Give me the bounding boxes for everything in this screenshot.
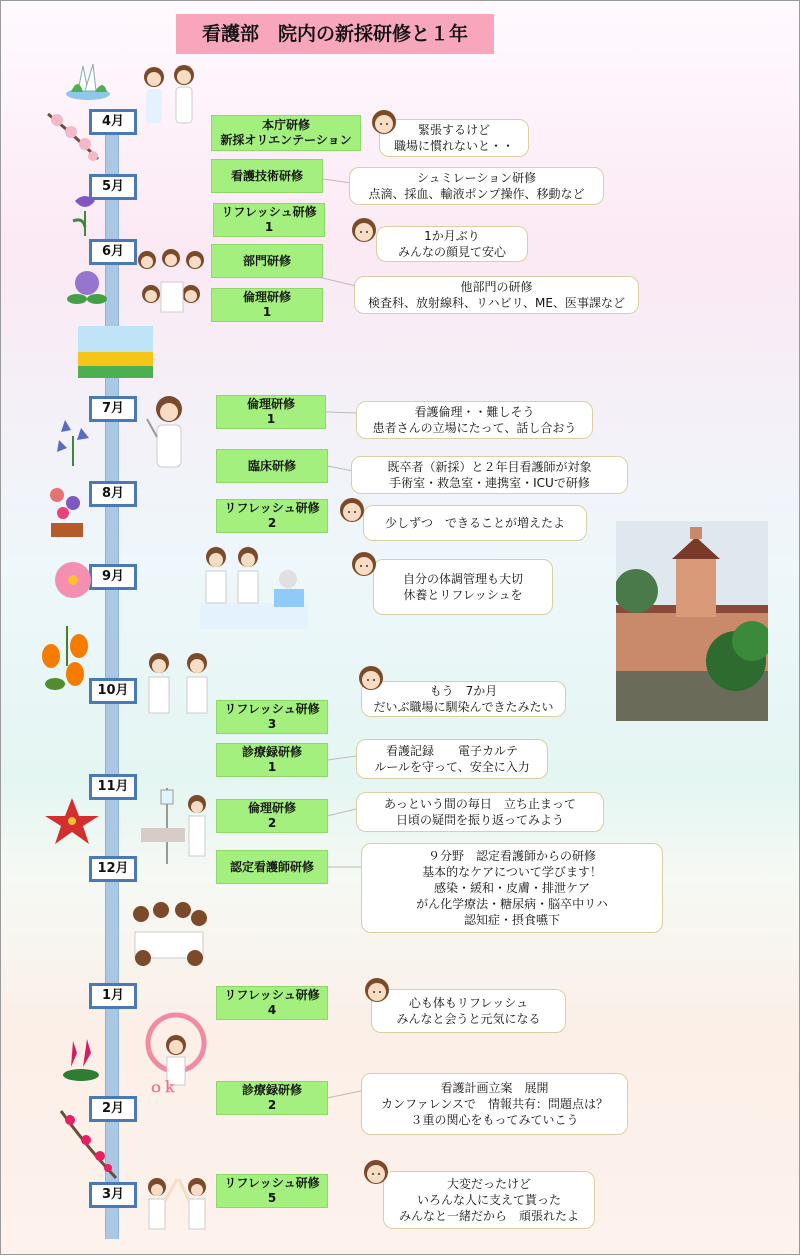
poinsettia-icon (41, 796, 103, 846)
ok-label: ｏｋ (149, 1080, 177, 1096)
training-refresh-5: リフレッシュ研修 5 (216, 1174, 328, 1208)
nurse-face-icon (358, 665, 384, 691)
high-five-nurses-illustration (139, 1171, 219, 1246)
month-mar: 3月 (89, 1182, 137, 1208)
bubble-ethics: 看護倫理・・難しそう 患者さんの立場にたって、話し合おう (356, 401, 593, 439)
training-skills: 看護技術研修 (211, 159, 323, 193)
training-clinical: 臨床研修 (216, 449, 328, 483)
training-certified-nurse: 認定看護師研修 (216, 850, 328, 884)
bubble-jan: 心も体もリフレッシュ みんなと会うと元気になる (371, 989, 566, 1033)
bubble-feb: 看護計画立案 展開 カンファレンスで 情報共有：問題点は？ ３重の関心をもってみていこう (361, 1073, 628, 1135)
cyclamen-icon (61, 1033, 101, 1083)
nurses-group-illustration (133, 246, 208, 316)
month-nov: 11月 (89, 774, 137, 800)
month-aug: 8月 (89, 481, 137, 507)
bubble-certified: ９分野 認定看護師からの研修 基本的なケアについて学びます！ 感染・緩和・皮膚・排泄ケア がん化学療法・糖尿病・脳卒中リハ 認知症・摂食嚥下 (361, 843, 663, 933)
month-apr: 4月 (89, 109, 137, 135)
training-ethics-1a: 倫理研修 1 (211, 288, 323, 322)
bubble-clinical: 既卒者（新採）と２年目看護師が対象 手術室・救急室・連携室・ICUで研修 (351, 456, 628, 494)
cosmos-flower-icon (51, 558, 95, 602)
bubble-other-dept: 他部門の研修 検査科、放射線科、リハビリ、ME、医事課など (354, 276, 639, 314)
nurse-face-icon (351, 551, 377, 577)
nurse-syringe-illustration (141, 393, 191, 473)
bubble-oct: もう 7か月 だいぶ職場に馴染んできたみたい (361, 681, 566, 717)
training-records-2: 診療録研修 2 (216, 1081, 328, 1115)
nurse-face-icon (339, 497, 365, 523)
morning-glory-icon (43, 479, 91, 537)
month-sep: 9月 (89, 564, 137, 590)
bubble-nov: あっという間の毎日 立ち止まって 日頃の疑問を振り返ってみよう (356, 792, 604, 832)
training-department: 部門研修 (211, 244, 323, 278)
month-dec: 12月 (89, 856, 137, 882)
bubble-mar: 大変だったけど いろんな人に支えて貰った みんなと一緒だから 頑張れたよ (383, 1171, 595, 1229)
bellflower-icon (51, 416, 96, 466)
bubble-simulation: シュミレーション研修 点滴、採血、輸液ポンプ操作、移動など (349, 167, 604, 205)
training-refresh-2: リフレッシュ研修 2 (216, 499, 328, 533)
month-feb: 2月 (89, 1096, 137, 1122)
study-group-illustration (129, 898, 209, 970)
training-honcho: 本庁研修 新採オリエンテーション (211, 115, 361, 151)
training-ethics-1b: 倫理研修 1 (216, 395, 326, 429)
nurse-face-icon (351, 217, 377, 243)
training-refresh-3: リフレッシュ研修 3 (216, 700, 328, 734)
month-jul: 7月 (89, 396, 137, 422)
nurse-face-icon (371, 109, 397, 135)
bubble-jun: 1か月ぶり みんなの顔見て安心 (376, 226, 528, 262)
training-refresh-4: リフレッシュ研修 4 (216, 986, 328, 1020)
training-refresh-1: リフレッシュ研修 1 (213, 203, 325, 237)
nurses-illustration (136, 63, 206, 133)
water-lily-icon (63, 56, 113, 101)
nurse-face-icon (363, 1159, 389, 1185)
cherry-blossom-icon (43, 104, 103, 164)
lantern-plant-icon (39, 626, 95, 696)
month-jun: 6月 (89, 239, 137, 265)
iris-flower-icon (69, 191, 101, 236)
training-records-1: 診療録研修 1 (216, 743, 328, 777)
bubble-sep: 自分の体調管理も大切 休養とリフレッシュを (373, 559, 553, 615)
page-title: 看護部 院内の新採研修と１年 (176, 14, 494, 54)
hospital-building-photo (616, 521, 768, 721)
bubble-apr: 緊張するけど 職場に慣れないと・・ (379, 119, 529, 157)
month-oct: 10月 (89, 678, 137, 704)
nurse-face-icon (364, 977, 390, 1003)
training-ethics-2: 倫理研修 2 (216, 799, 328, 833)
bubble-aug: 少しずつ できることが増えたよ (363, 505, 587, 541)
month-jan: 1月 (89, 983, 137, 1009)
plum-blossom-icon (56, 1106, 121, 1181)
nurses-talking-illustration (141, 649, 216, 717)
month-may: 5月 (89, 174, 137, 200)
hydrangea-icon (67, 269, 107, 307)
patient-care-illustration (196, 543, 311, 635)
bubble-records: 看護記録 電子カルテ ルールを守って、安全に入力 (356, 739, 548, 779)
sunflower-field-icon (78, 326, 153, 378)
bedside-care-illustration (139, 784, 214, 869)
